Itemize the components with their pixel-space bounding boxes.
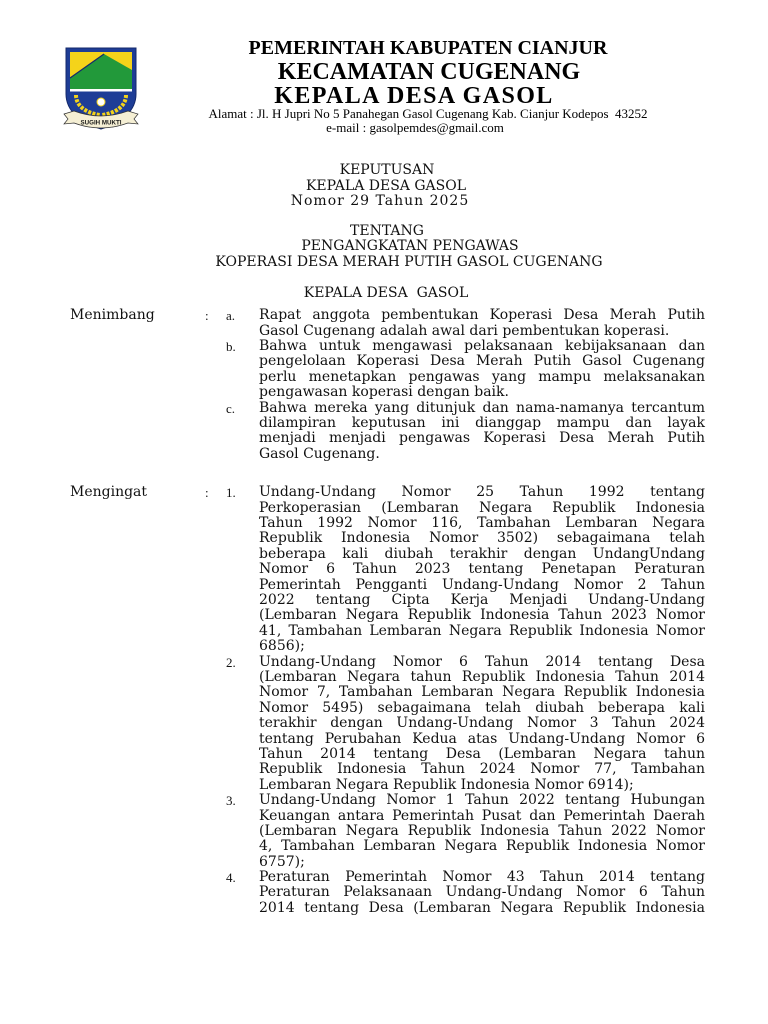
text-line: Undang-Undang Nomor 25 Tahun 1992 tentang xyxy=(259,484,705,501)
item-marker: 2. xyxy=(226,654,236,670)
text-line: terakhir dengan Undang-Undang Nomor 3 Tahun 2024 xyxy=(259,715,705,732)
mengingat-items xyxy=(222,485,705,916)
decree-number: Nomor 29 Tahun 2025 xyxy=(290,192,470,209)
item-marker: 1. xyxy=(226,485,236,501)
text-line: (Lembaran Negara tahun Republik Indonesia Tahun 2014 xyxy=(259,668,705,685)
text-line: (Lembaran Negara Republik Indonesia Tahun 2023 Nomor xyxy=(259,607,705,624)
subject-line-2: KOPERASI DESA MERAH PUTIH GASOL CUGENANG xyxy=(215,253,603,270)
text-line: Bahwa mereka yang ditunjuk dan nama-namanya tercantum xyxy=(259,399,705,416)
item-marker: 3. xyxy=(226,793,236,809)
text-line: pengelolaan Koperasi Desa Merah Putih Gasol Cugenang xyxy=(259,353,705,370)
district-name: KECAMATAN CUGENANG xyxy=(277,59,581,85)
office-email: e-mail : gasolpemdes@gmail.com xyxy=(326,120,504,135)
text-line: Tahun 2014 tentang Desa (Lembaran Negara tahun xyxy=(259,745,705,762)
text-line: Gasol Cugenang. xyxy=(259,445,380,462)
text-line: Nomor 5495) sebagaimana telah diubah beberapa kali xyxy=(259,699,705,716)
menimbang-items xyxy=(222,308,705,462)
text-line: pengawasan koperasi dengan baik. xyxy=(259,384,509,401)
item-marker: 4. xyxy=(226,870,236,886)
item-text xyxy=(259,308,705,339)
text-line: Rapat anggota pembentukan Koperasi Desa Merah Putih xyxy=(259,307,705,324)
text-line: Pemerintah Pengganti Undang-Undang Nomor 2 Tahun xyxy=(259,576,705,593)
text-line: 6856); xyxy=(259,638,305,655)
mengingat-colon: : xyxy=(205,485,209,501)
text-line: Republik Indonesia Tahun 2024 Nomor 77, Tambahan xyxy=(259,761,705,778)
item-text xyxy=(259,793,705,870)
signatory-heading: KEPALA DESA GASOL xyxy=(303,284,469,301)
text-line: Lembaran Negara Republik Indonesia Nomor 6914); xyxy=(259,776,634,793)
text-line: Undang-Undang Nomor 6 Tahun 2014 tentang Desa xyxy=(259,653,705,670)
logo-center-emblem xyxy=(97,98,105,106)
text-line: menjadi menjadi pengawas Koperasi Desa Merah Putih xyxy=(259,430,705,447)
logo-ribbon-text: SUGIH MUKTI xyxy=(80,119,122,127)
text-line: Nomor 6 Tahun 2023 tentang Penetapan Peraturan xyxy=(259,561,705,578)
text-line: 4, Tambahan Lembaran Negara Republik Indonesia Nomor xyxy=(259,838,705,855)
text-line: Keuangan antara Pemerintah Pusat dan Pemerintah Daerah xyxy=(259,807,705,824)
text-line: perlu menetapkan pengawas yang mampu melaksanakan xyxy=(259,368,705,385)
text-line: beberapa kali diubah terakhir dengan UndangUndang xyxy=(259,545,705,562)
text-line: Republik Indonesia Nomor 3502) sebagaimana telah xyxy=(259,530,705,547)
village-office-name: KEPALA DESA GASOL xyxy=(274,83,554,109)
item-text xyxy=(259,485,705,654)
mengingat-item xyxy=(222,870,705,916)
menimbang-item xyxy=(222,401,705,463)
text-line: (Lembaran Negara Republik Indonesia Tahun 2022 Nomor xyxy=(259,822,705,839)
text-line: Undang-Undang Nomor 1 Tahun 2022 tentang Hubungan xyxy=(259,792,705,809)
mengingat-item xyxy=(222,485,705,654)
mengingat-item xyxy=(222,655,705,794)
mengingat-label: Mengingat xyxy=(70,484,148,501)
text-line: Gasol Cugenang adalah awal dari pembentukan koperasi. xyxy=(259,322,670,339)
subject-line-1: PENGANGKATAN PENGAWAS xyxy=(301,237,519,254)
menimbang-colon: : xyxy=(205,308,209,324)
text-line: Perkoperasian (Lembaran Negara Republik Indonesia xyxy=(259,499,705,516)
item-text xyxy=(259,870,705,916)
item-text xyxy=(259,401,705,463)
text-line: Bahwa untuk mengawasi pelaksanaan kebijaksanaan dan xyxy=(259,338,705,355)
item-marker: b. xyxy=(226,339,236,355)
text-line: 41, Tambahan Lembaran Negara Republik Indonesia Nomor xyxy=(259,622,705,639)
item-text xyxy=(259,339,705,401)
mengingat-item xyxy=(222,793,705,870)
menimbang-item xyxy=(222,339,705,401)
text-line: tentang Perubahan Kedua atas Undang-Undang Nomor 6 xyxy=(259,730,705,747)
text-line: 6757); xyxy=(259,853,305,870)
text-line: 2022 tentang Cipta Kerja Menjadi Undang-Undang xyxy=(259,592,705,609)
text-line: Tahun 1992 Nomor 116, Tambahan Lembaran Negara xyxy=(259,515,705,532)
issuer-heading: KEPALA DESA GASOL xyxy=(305,177,467,194)
item-marker: a. xyxy=(226,308,236,324)
menimbang-label: Menimbang xyxy=(70,307,155,324)
item-text xyxy=(259,655,705,794)
about-label: TENTANG xyxy=(350,222,424,239)
text-line: Peraturan Pemerintah Nomor 43 Tahun 2014 tentang xyxy=(259,869,705,886)
text-line: Peraturan Pelaksanaan Undang-Undang Nomor 6 Tahun xyxy=(259,884,705,901)
menimbang-item xyxy=(222,308,705,339)
text-line: dilampiran keputusan ini dianggap mampu dan layak xyxy=(259,415,705,432)
office-address: Alamat : Jl. H Jupri No 5 Panahegan Gasol Cugenang Kab. Cianjur Kodepos 43252 xyxy=(208,106,648,121)
government-name: PEMERINTAH KABUPATEN CIANJUR xyxy=(248,37,608,59)
text-line: Nomor 7, Tambahan Lembaran Negara Republik Indonesia xyxy=(259,684,705,701)
text-line: 2014 tentang Desa (Lembaran Negara Republik Indonesia xyxy=(259,899,705,916)
item-marker: c. xyxy=(226,400,236,416)
doc-type-heading: KEPUTUSAN xyxy=(339,162,435,179)
